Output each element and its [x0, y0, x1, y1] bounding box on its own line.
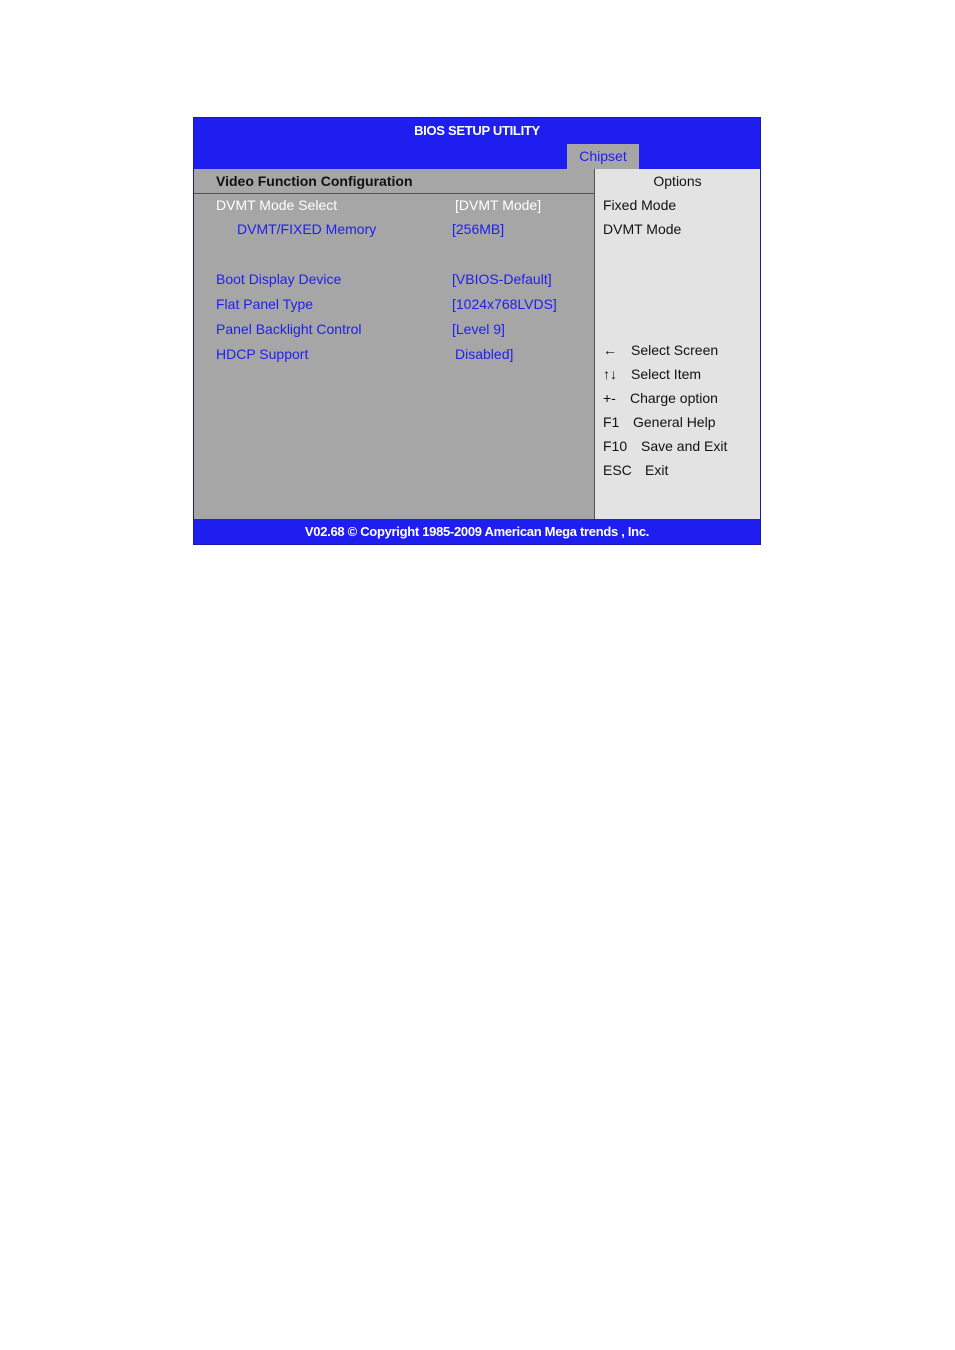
help-select-screen	[603, 342, 718, 358]
setting-dvmt-mode-select[interactable]	[194, 197, 594, 217]
setting-flat-panel-type[interactable]	[194, 296, 594, 316]
setting-value: [1024x768LVDS]	[452, 296, 557, 312]
setting-boot-display-device[interactable]	[194, 271, 594, 291]
help-change-option	[603, 390, 718, 406]
up-down-arrow-icon: ↑↓	[603, 366, 617, 382]
help-text: Charge option	[630, 390, 718, 406]
setting-value: Disabled]	[455, 346, 514, 362]
tab-chipset[interactable]: Chipset	[567, 144, 639, 169]
help-text: General Help	[633, 414, 716, 430]
help-panel	[595, 169, 760, 519]
help-exit	[603, 462, 668, 478]
setting-label: HDCP Support	[216, 346, 309, 362]
bios-header	[194, 118, 760, 169]
setting-hdcp-support[interactable]	[194, 346, 594, 366]
option-dvmt-mode[interactable]: DVMT Mode	[603, 221, 682, 237]
copyright-footer: V02.68 © Copyright 1985-2009 American Mega trends , Inc.	[194, 519, 760, 544]
help-key: +-	[603, 390, 616, 406]
help-text: Exit	[645, 462, 669, 478]
help-key: ESC	[603, 462, 632, 478]
setting-label: Boot Display Device	[216, 271, 342, 287]
section-divider	[194, 193, 594, 194]
bios-setup-window	[193, 117, 761, 545]
setting-panel-backlight-control[interactable]	[194, 321, 594, 341]
settings-panel	[194, 169, 594, 519]
setting-label: Flat Panel Type	[216, 296, 314, 312]
help-general-help	[603, 414, 716, 430]
bios-title: BIOS SETUP UTILITY	[414, 123, 540, 138]
help-key: F10	[603, 438, 628, 454]
help-text: Save and Exit	[641, 438, 728, 454]
setting-value: [256MB]	[452, 221, 505, 237]
setting-dvmt-fixed-memory[interactable]	[194, 221, 594, 241]
help-select-item	[603, 366, 701, 382]
help-save-exit	[603, 438, 727, 454]
section-title: Video Function Configuration	[216, 173, 413, 189]
option-fixed-mode[interactable]: Fixed Mode	[603, 197, 677, 213]
setting-value: [VBIOS-Default]	[452, 271, 552, 287]
help-text: Select Item	[631, 366, 702, 382]
left-arrow-icon: ←	[603, 342, 617, 358]
setting-label: DVMT/FIXED Memory	[237, 221, 377, 237]
setting-label: Panel Backlight Control	[216, 321, 362, 337]
setting-value: [Level 9]	[452, 321, 505, 337]
setting-value: [DVMT Mode]	[455, 197, 542, 213]
help-text: Select Screen	[631, 342, 719, 358]
options-title: Options	[653, 173, 702, 189]
help-key: F1	[603, 414, 620, 430]
setting-label: DVMT Mode Select	[216, 197, 338, 213]
